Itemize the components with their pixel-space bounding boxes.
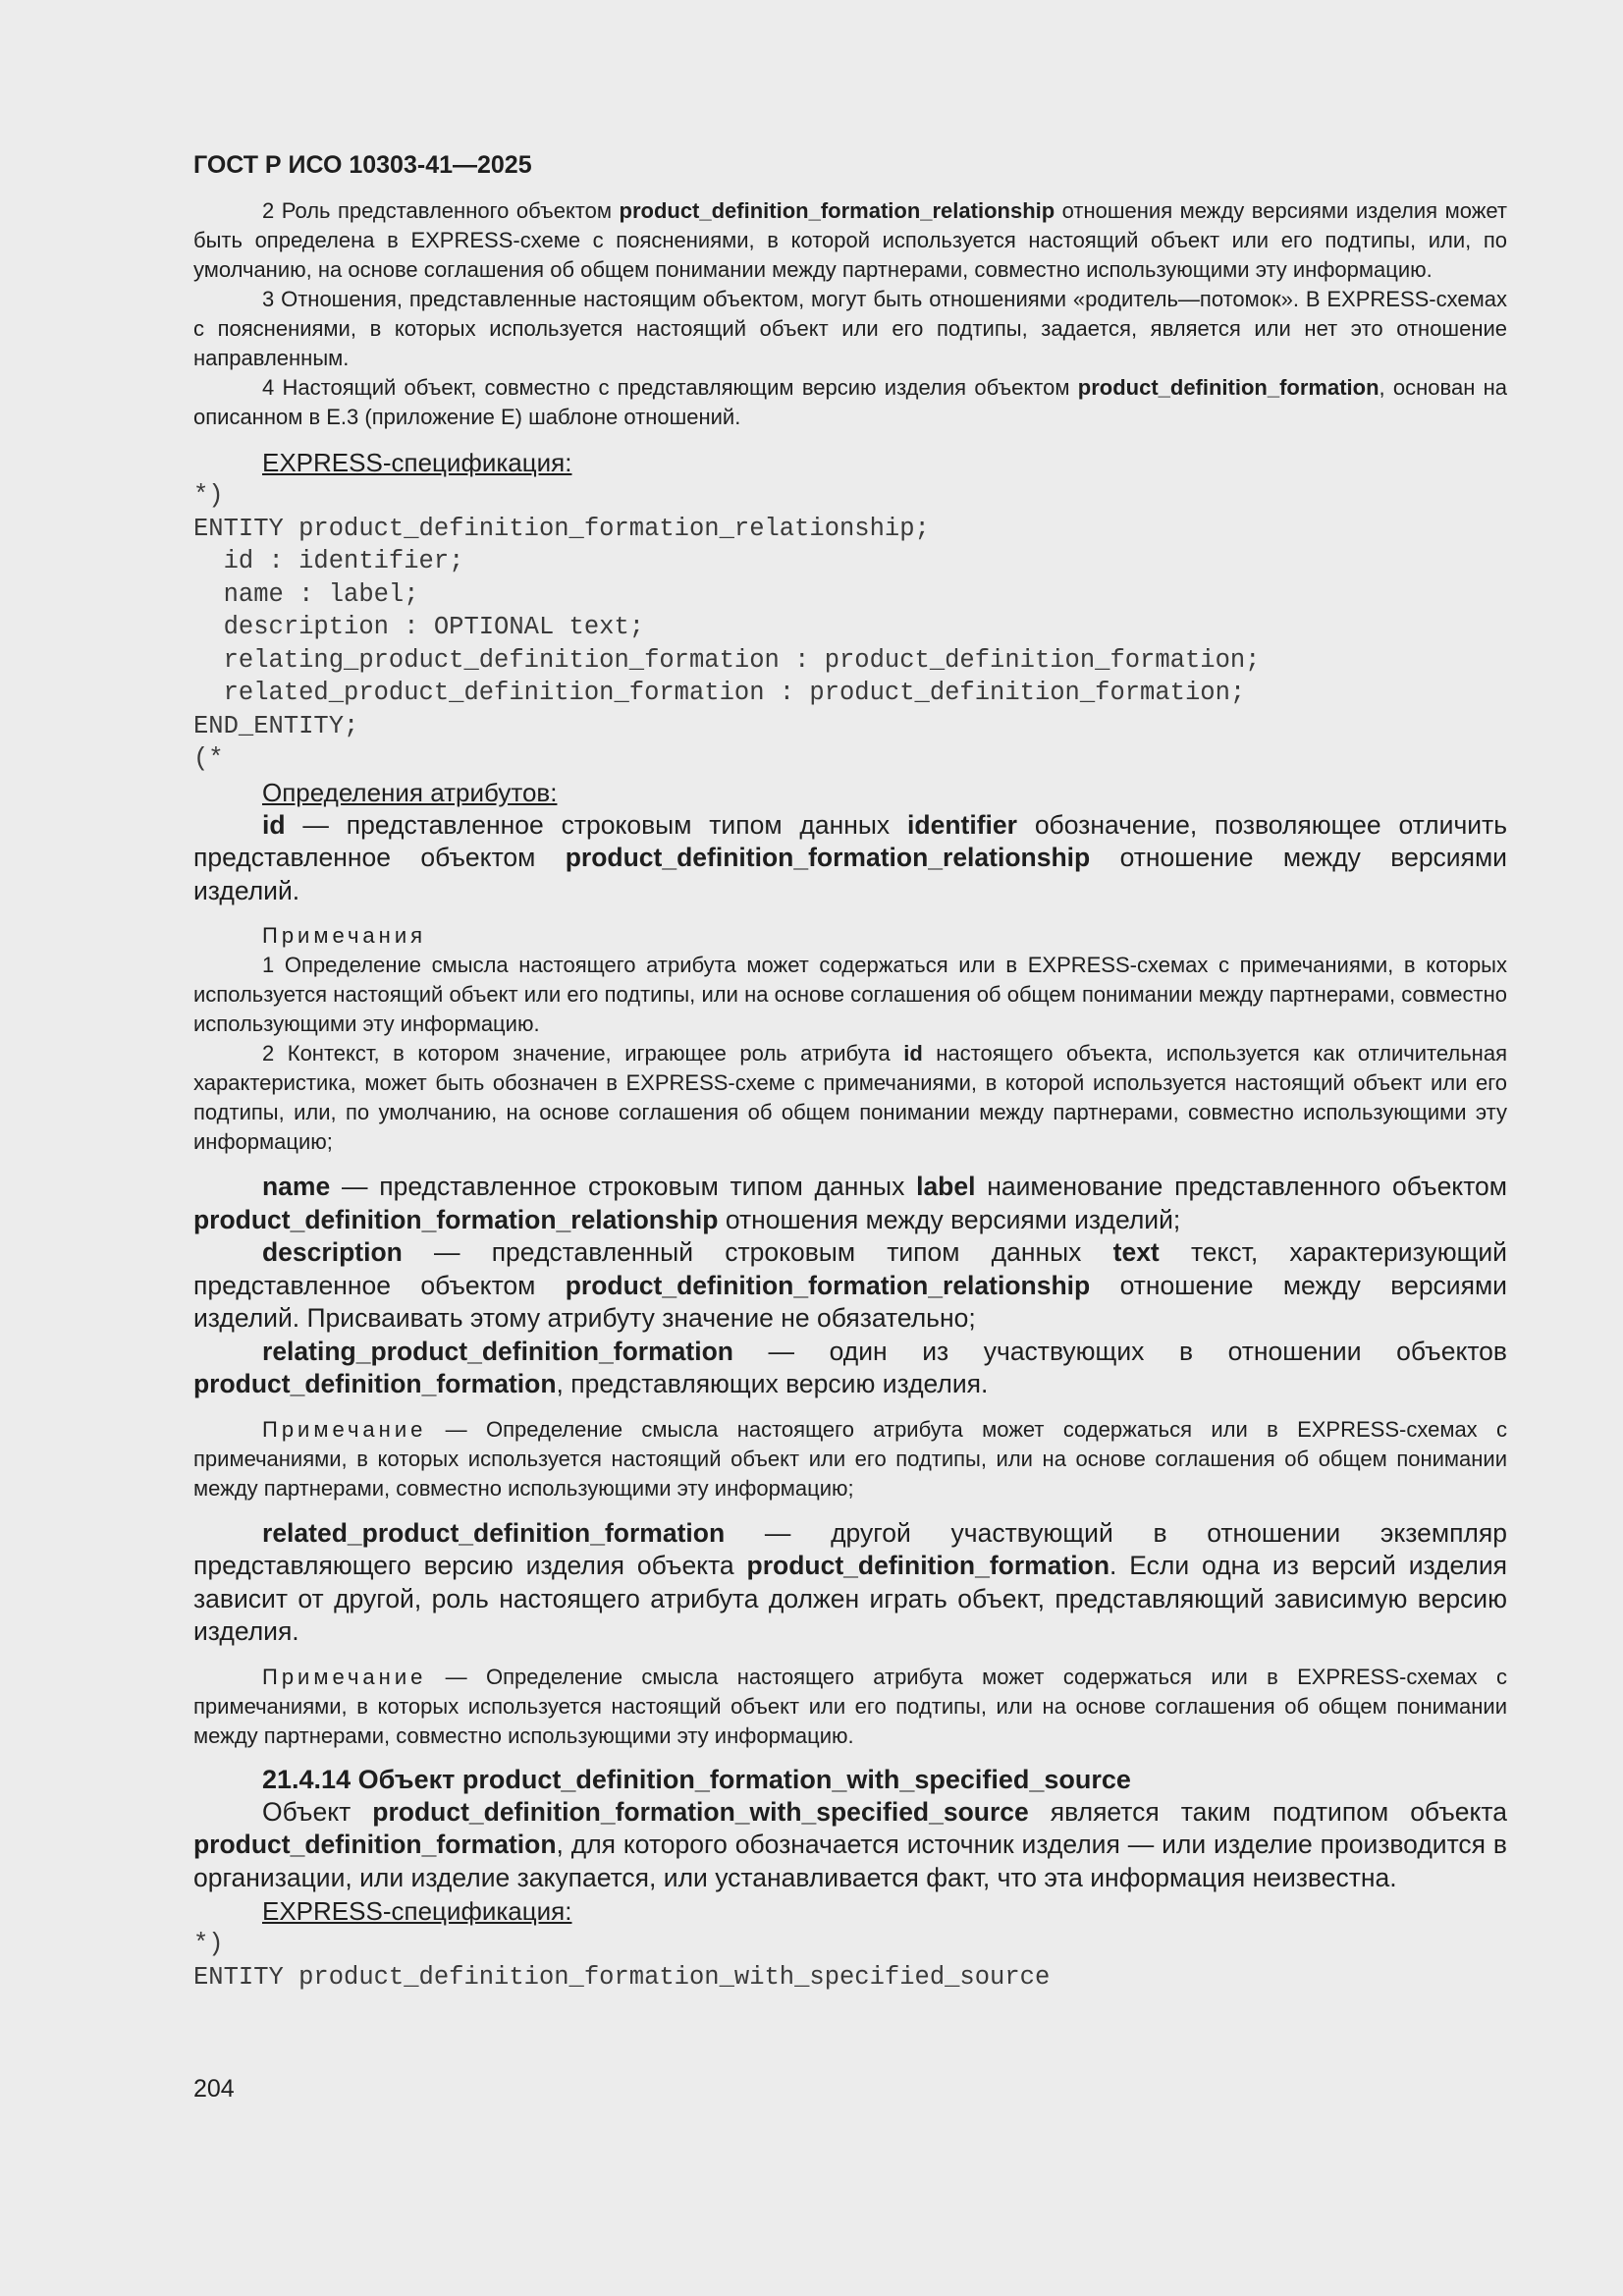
attr-name-definition: name — представленное строковым типом данных label наименование представленного объектом product_definition_formation_relationship отношения между версиями изделий;	[193, 1172, 1507, 1234]
attr-related-definition: related_product_definition_formation — другой участвующий в отношении экземпляр представляющего версию изделия объекта product_definition_formation. Если одна из версий изделия зависит от другой, роль настоящего атрибута должен играть объект, представляющий зависимую версию изделия.	[193, 1517, 1507, 1646]
relating-note: Примечание — Определение смысла настоящего атрибута может содержаться или в EXPRESS-схемах с примечаниями, в которых используется настоящий объект или его подтипы, или на основе соглашения об общем понимании между партнерами, совместно использующими эту информацию;	[193, 1416, 1507, 1501]
code-line: *)	[193, 481, 224, 510]
related-note: Примечание — Определение смысла настоящего атрибута может содержаться или в EXPRESS-схемах с примечаниями, в которых используется настоящий объект или его подтипы, или на основе соглашения об общем понимании между партнерами, совместно использующими эту информацию.	[193, 1664, 1507, 1748]
code-line: description : OPTIONAL text;	[193, 613, 645, 641]
express-spec-heading: EXPRESS-спецификация:	[262, 448, 572, 477]
attr-id-definition: id — представленное строковым типом данных identifier обозначение, позволяющее отличить представленное объектом product_definition_formation_relationship отношение между версиями изделий.	[193, 809, 1507, 905]
notes-label: Примечания	[262, 923, 427, 948]
code-line: name : label;	[193, 579, 419, 609]
code-line: *)	[193, 1930, 224, 1958]
entity-name: product_definition_formation_relationship	[619, 198, 1055, 223]
id-note-2: 2 Контекст, в котором значение, играющее роль атрибута id настоящего объекта, используется как отличительная характеристика, может быть обозначен в EXPRESS-схеме с примечаниями, в которой используется настоящий объект или его подтипы, или, по умолчанию, на основе соглашения об общем понимании между партнерами, совместно использующими эту информацию;	[193, 1041, 1507, 1154]
attributes-heading: Определения атрибутов:	[262, 777, 558, 807]
attr-description-definition: description — представленный строковым типом данных text текст, характеризующий представленное объектом product_definition_formation_relationship отношение между версиями изделий. Присваивать этому атрибуту значение не обязательно;	[193, 1237, 1507, 1333]
code-line: related_product_definition_formation : product_definition_formation;	[193, 679, 1246, 707]
express-spec-heading-2: EXPRESS-спецификация:	[262, 1896, 572, 1926]
code-line: relating_product_definition_formation : product_definition_formation;	[193, 645, 1261, 675]
code-line: ENTITY product_definition_formation_with_specified_source	[193, 1962, 1051, 1992]
attr-relating-definition: relating_product_definition_formation — один из участвующих в отношении объектов product_definition_formation, представляющих версию изделия.	[193, 1336, 1507, 1398]
entity-name: product_definition_formation	[1077, 375, 1380, 400]
section-title: 21.4.14 Объект product_definition_formation_with_specified_source	[262, 1764, 1131, 1794]
express-code-block-1	[193, 479, 1507, 776]
code-line: END_ENTITY;	[193, 711, 359, 740]
intro-note-4: 4 Настоящий объект, совместно с представляющим версию изделия объектом product_definition_formation, основан на описанном в E.3 (приложение E) шаблоне отношений.	[193, 375, 1508, 429]
code-line: (*	[193, 744, 224, 773]
intro-note-3: 3 Отношения, представленные настоящим объектом, могут быть отношениями «родитель—потомок». В EXPRESS-схемах с пояснениями, в которых используется настоящий объект или его подтипы, задается, является или нет это отношение направленным.	[193, 287, 1507, 370]
id-note-1: 1 Определение смысла настоящего атрибута может содержаться или в EXPRESS-схемах с примечаниями, в которых используется настоящий объект или его подтипы, или на основе соглашения об общем понимании между партнерами, совместно использующими эту информацию.	[193, 953, 1507, 1036]
code-line: id : identifier;	[193, 547, 464, 575]
code-line: ENTITY product_definition_formation_relationship;	[193, 514, 930, 543]
page-content	[193, 143, 1507, 1994]
intro-note-2: 2 Роль представленного объектом product_definition_formation_relationship отношения между версиями изделия может быть определена в EXPRESS-схеме с пояснениями, в которой используется настоящий объект или его подтипы, или, по умолчанию, на основе соглашения об общем понимании между партнерами, совместно использующими эту информацию.	[193, 198, 1507, 282]
document-header: ГОСТ Р ИСО 10303-41—2025	[193, 151, 532, 179]
express-code-block-2	[193, 1928, 1507, 1994]
page-number: 204	[193, 2075, 235, 2103]
section-description: Объект product_definition_formation_with_specified_source является таким подтипом объекта product_definition_formation, для которого обозначается источник изделия — или изделие производится в организации, или изделие закупается, или устанавливается факт, что эта информация неизвестна.	[193, 1796, 1507, 1892]
